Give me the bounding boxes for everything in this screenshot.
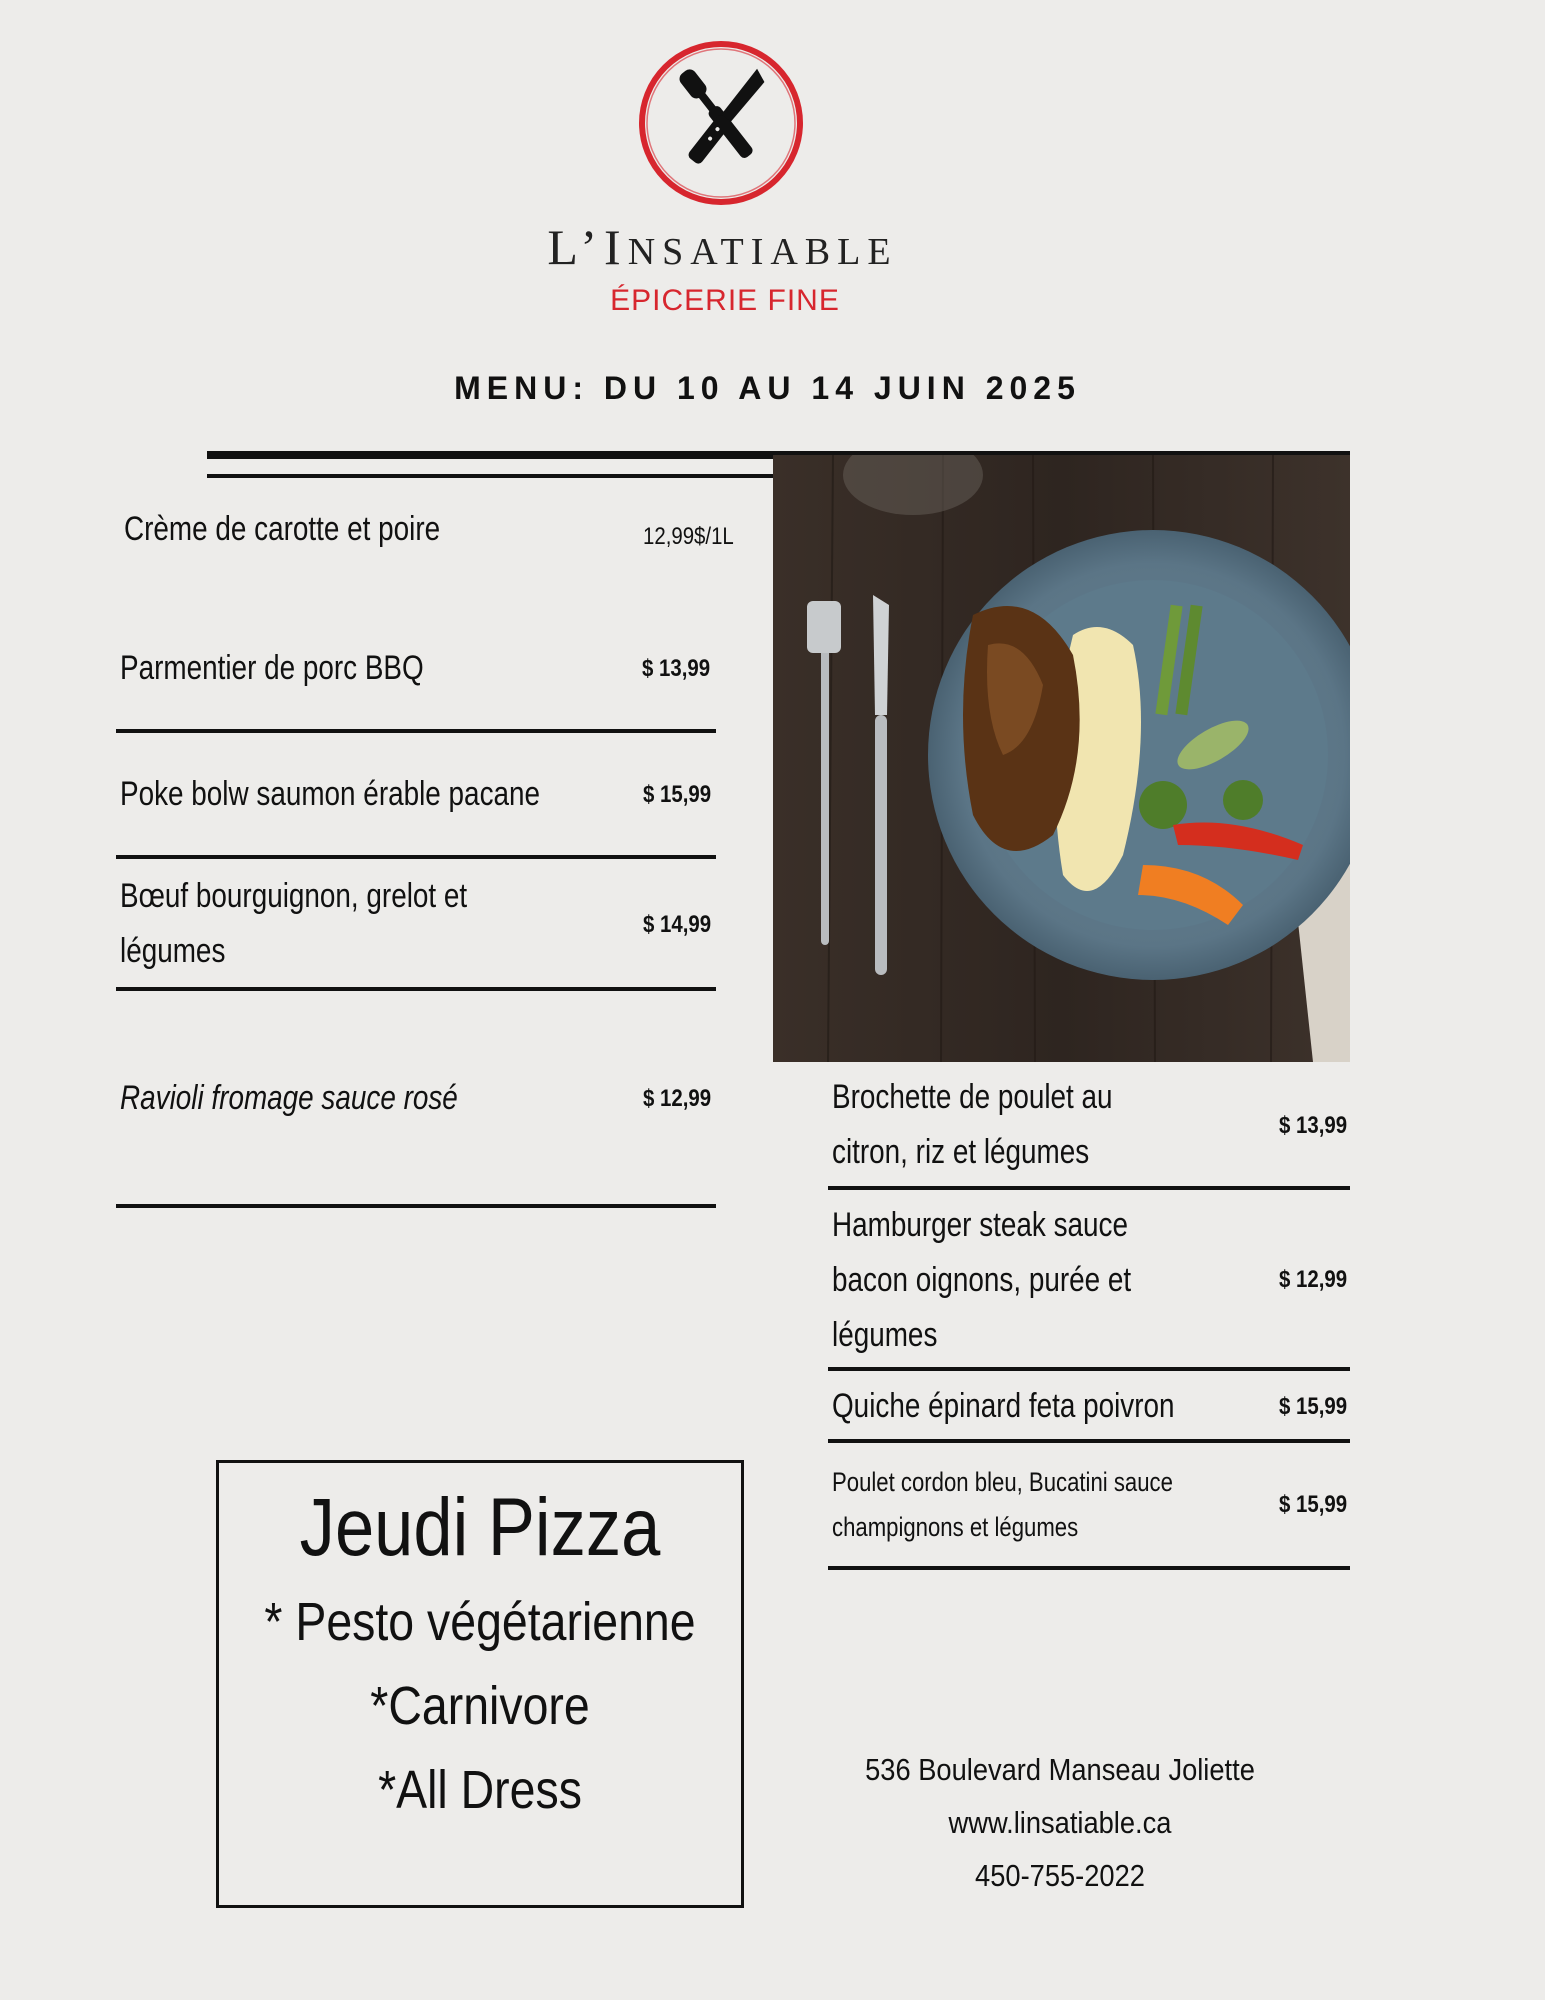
contact-phone: 450-755-2022 (975, 1858, 1145, 1893)
brand-subtitle: ÉPICERIE FINE (610, 284, 840, 317)
menu-item-name: Crème de carotte et poire (124, 510, 441, 548)
item-divider (828, 1186, 1350, 1190)
logo (636, 38, 806, 208)
brand-name (0, 218, 1445, 276)
contact-address: 536 Boulevard Manseau Joliette (865, 1752, 1255, 1787)
item-divider (828, 1439, 1350, 1443)
menu-item-price: $ 15,99 (1279, 1491, 1348, 1518)
top-thin-rule (207, 474, 773, 478)
item-divider (116, 855, 716, 859)
menu-title: MENU: DU 10 AU 14 JUIN 2025 (454, 370, 1081, 406)
pizza-option: *All Dress (378, 1760, 582, 1820)
crossed-knife-spatula-logo-icon (636, 38, 806, 208)
item-divider (116, 987, 716, 991)
menu-item-price: $ 15,99 (1279, 1393, 1348, 1420)
menu-item-price: $ 13,99 (642, 655, 711, 682)
menu-item-name-line2: champignons et légumes (832, 1512, 1079, 1542)
brand-name-rest: NSATIABLE (627, 231, 898, 273)
menu-item-name: Poke bolw saumon érable pacane (120, 775, 541, 813)
menu-item-price: $ 15,99 (643, 781, 712, 808)
menu-item-price: $ 13,99 (1279, 1112, 1348, 1139)
menu-item-name: Quiche épinard feta poivron (832, 1387, 1175, 1425)
menu-item-name-line2: citron, riz et légumes (832, 1133, 1090, 1171)
contact-website: www.linsatiable.ca (948, 1805, 1172, 1840)
menu-item-name-line1: Hamburger steak sauce (832, 1206, 1128, 1244)
menu-item-name-line3: légumes (832, 1316, 938, 1354)
item-divider (828, 1367, 1350, 1371)
menu-item-name: Ravioli fromage sauce rosé (120, 1079, 458, 1117)
pizza-option: *Carnivore (370, 1676, 590, 1736)
pizza-title: Jeudi Pizza (299, 1482, 661, 1573)
item-divider (828, 1566, 1350, 1570)
menu-item-name: Parmentier de porc BBQ (120, 649, 424, 687)
menu-item-price: $ 12,99 (1279, 1266, 1348, 1293)
menu-item-name-line2: bacon oignons, purée et (832, 1261, 1132, 1299)
menu-item-price: 12,99$/1L (643, 523, 734, 550)
food-plate-photo-icon (773, 455, 1350, 1062)
menu-item-name-line2: légumes (120, 932, 226, 970)
menu-item-price: $ 14,99 (643, 911, 712, 938)
pizza-option: * Pesto végétarienne (264, 1592, 696, 1652)
item-divider (116, 1204, 716, 1208)
brand-name-initial: L’I (547, 219, 628, 275)
menu-item-name-line1: Poulet cordon bleu, Bucatini sauce (832, 1467, 1173, 1497)
item-divider (116, 729, 716, 733)
menu-item-name-line1: Brochette de poulet au (832, 1078, 1113, 1116)
menu-item-name-line1: Bœuf bourguignon, grelot et (120, 877, 468, 915)
pizza-box (216, 1460, 744, 1908)
food-plate-photo (773, 455, 1350, 1062)
menu-item-price: $ 12,99 (643, 1085, 712, 1112)
